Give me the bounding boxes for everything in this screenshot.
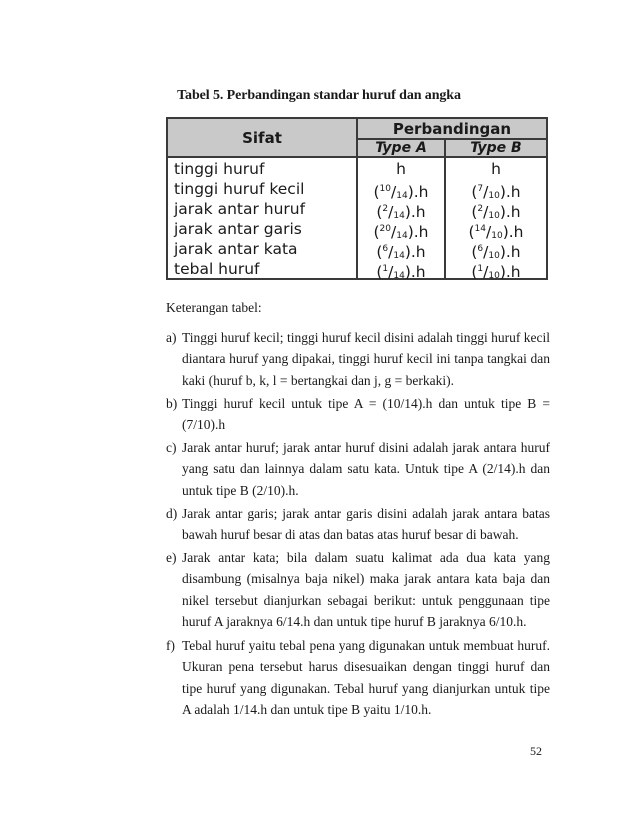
header-sifat: Sifat <box>242 129 282 147</box>
numerator: 2 <box>477 204 484 214</box>
list-item <box>166 503 550 546</box>
type-a-value: $(^2/_{14}).h$ <box>376 203 426 221</box>
numerator: 1 <box>477 264 484 274</box>
row-divider <box>168 156 546 158</box>
item-text: Jarak antar garis; jarak antar garis disini adalah jarak antara batas bawah huruf besar di atas dan batas atas huruf besar di bawah. <box>182 506 550 543</box>
list-item <box>166 393 550 436</box>
row-label: jarak antar kata <box>174 240 298 258</box>
type-a-value: $(^{10}/_{14}).h$ <box>373 183 429 201</box>
denominator: 10 <box>488 211 500 221</box>
list-item <box>166 327 550 391</box>
numerator: 2 <box>382 204 389 214</box>
item-marker: f) <box>166 638 175 653</box>
numerator: 14 <box>474 224 486 234</box>
type-b-value: $(^6/_{10}).h$ <box>471 243 521 261</box>
denominator: 14 <box>393 211 405 221</box>
notes-title: Keterangan tabel: <box>166 300 262 315</box>
type-b-value: h <box>491 160 501 178</box>
numerator: 6 <box>477 244 484 254</box>
type-b-value: $(^2/_{10}).h$ <box>471 203 521 221</box>
item-marker: a) <box>166 330 177 345</box>
page-number: 52 <box>530 744 542 758</box>
item-text: Tebal huruf yaitu tebal pena yang digunakan untuk membuat huruf. Ukuran pena tersebut harus disesuaikan dengan tinggi huruf dan tipe huruf yang digunakan. Tebal huruf yang dianjurkan untuk tipe A adalah 1/14.h dan untuk tipe B yaitu 1/10.h. <box>182 638 550 717</box>
denominator: 10 <box>488 271 500 281</box>
denominator: 10 <box>488 251 500 261</box>
header-type-a: Type A <box>375 140 427 156</box>
numerator: 20 <box>379 224 391 234</box>
type-a-value: $(^6/_{14}).h$ <box>376 243 426 261</box>
denominator: 10 <box>488 191 500 201</box>
type-b-value: $(^7/_{10}).h$ <box>471 183 521 201</box>
denominator: 14 <box>396 231 408 241</box>
type-b-value: $(^{14}/_{10}).h$ <box>468 223 524 241</box>
type-a-value: h <box>396 160 406 178</box>
item-marker: d) <box>166 506 178 521</box>
item-text: Jarak antar huruf; jarak antar huruf disini adalah jarak antara huruf yang satu dan lainnya dalam satu kata. Untuk tipe A (2/14).h dan untuk tipe B (2/10).h. <box>182 440 550 498</box>
denominator: 14 <box>393 251 405 261</box>
list-item <box>166 547 550 632</box>
item-text: Tinggi huruf kecil untuk tipe A = (10/14).h dan untuk tipe B = (7/10).h <box>182 396 550 433</box>
item-text: Jarak antar kata; bila dalam suatu kalimat ada dua kata yang disambung (misalnya baja nikel) maka jarak antara kata baja dan nikel tersebut dianjurkan sebagai berikut: untuk penggunaan tipe huruf A jaraknya 6/14.h dan untuk tipe huruf B jaraknya 6/10.h. <box>182 550 550 629</box>
item-marker: e) <box>166 550 177 565</box>
numerator: 10 <box>379 184 391 194</box>
header-type-b: Type B <box>470 140 522 156</box>
row-label: tinggi huruf <box>174 160 265 178</box>
denominator: 14 <box>396 191 408 201</box>
list-item <box>166 635 550 720</box>
denominator: 14 <box>393 271 405 281</box>
denominator: 10 <box>491 231 503 241</box>
row-label: tebal huruf <box>174 260 260 278</box>
table-caption: Tabel 5. Perbandingan standar huruf dan angka <box>177 88 461 103</box>
item-text: Tinggi huruf kecil; tinggi huruf kecil disini adalah tinggi huruf kecil diantara huruf yang dipakai, tinggi huruf kecil ini tanpa tangkai dan kaki (huruf b, k, l = bertangkai dan j, g = berkaki). <box>182 330 550 388</box>
item-marker: b) <box>166 396 178 411</box>
type-a-value: $(^{20}/_{14}).h$ <box>373 223 429 241</box>
row-label: jarak antar huruf <box>174 200 306 218</box>
numerator: 6 <box>382 244 389 254</box>
row-label: jarak antar garis <box>174 220 302 238</box>
numerator: 7 <box>477 184 484 194</box>
type-a-value: $(^1/_{14}).h$ <box>376 263 426 281</box>
header-perbandingan: Perbandingan <box>392 120 512 138</box>
row-label: tinggi huruf kecil <box>174 180 305 198</box>
item-marker: c) <box>166 440 177 455</box>
list-item <box>166 437 550 501</box>
type-b-value: $(^1/_{10}).h$ <box>471 263 521 281</box>
numerator: 1 <box>382 264 389 274</box>
comparison-table <box>166 117 548 280</box>
